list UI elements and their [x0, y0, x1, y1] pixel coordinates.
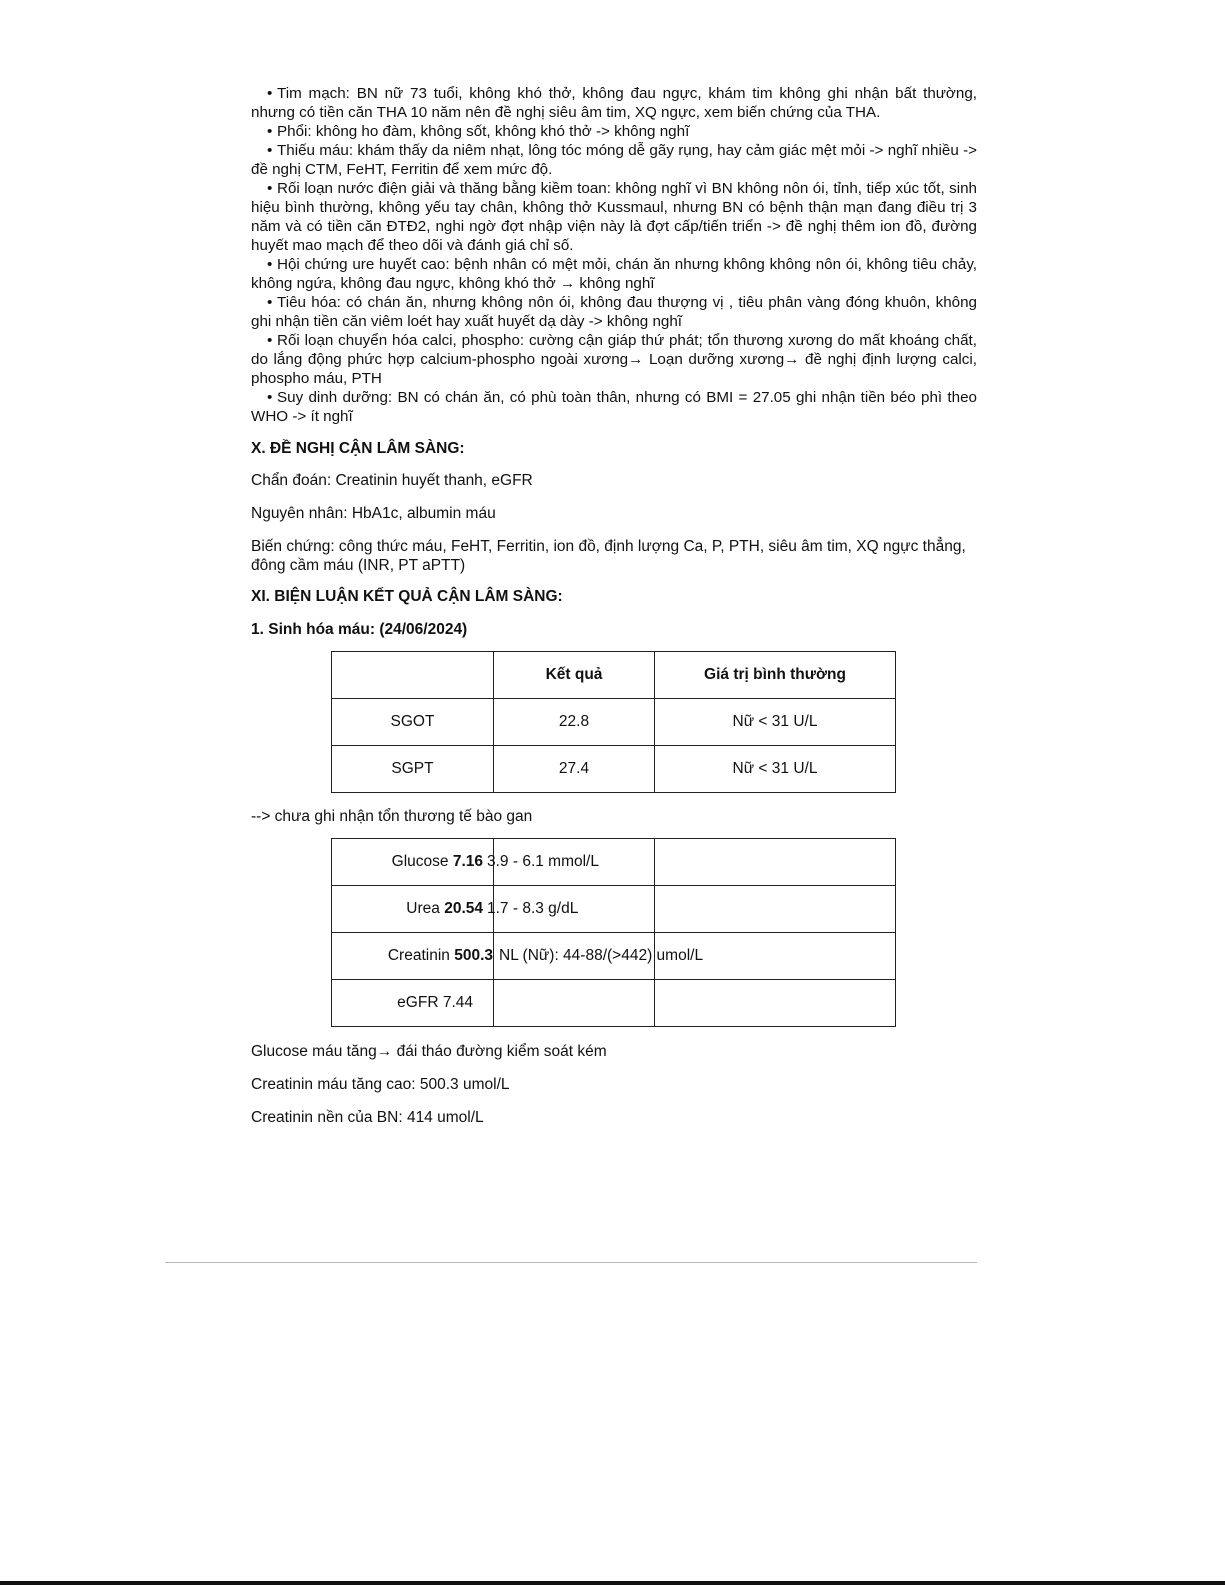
page-footer-divider	[165, 1262, 977, 1263]
page-bottom-edge	[0, 1581, 1225, 1585]
conclusion-line: Creatinin máu tăng cao: 500.3 umol/L	[251, 1076, 510, 1093]
table-header	[332, 652, 494, 699]
cell-content	[332, 933, 704, 979]
table-cell	[655, 980, 896, 1027]
bullet-list	[251, 84, 977, 426]
cell-content	[332, 886, 579, 932]
subsection-title: 1. Sinh hóa máu: (24/06/2024)	[251, 621, 468, 638]
bullet-icon: •	[267, 142, 273, 159]
cell-content	[332, 839, 599, 885]
bullet-icon: •	[267, 389, 273, 406]
table-row	[332, 699, 896, 746]
diagnosis-line: Chẩn đoán: Creatinin huyết thanh, eGFR	[251, 472, 533, 489]
test-name-value: Glucose 7.16 3.9 - 6.1 mmol/L	[391, 853, 599, 870]
test-name-value: Urea 20.54 1.7 - 8.3 g/dL	[406, 900, 579, 917]
list-item: • Tim mạch: BN nữ 73 tuổi, không khó thở, không đau ngực, khám tim không ghi nhận bất thường, nhưng có tiền căn THA 10 năm nên đề nghị siêu âm tim, XQ ngực, xem biến chứng của THA.	[251, 85, 977, 121]
section-xi-title: XI. BIỆN LUẬN KẾT QUẢ CẬN LÂM SÀNG:	[251, 588, 563, 605]
bullet-icon: •	[267, 123, 273, 140]
test-name-value: eGFR 7.44	[397, 994, 473, 1011]
table-cell: 27.4	[494, 746, 655, 793]
renal-table	[331, 838, 896, 1027]
table-row	[332, 746, 896, 793]
table-cell: SGPT	[332, 746, 494, 793]
table-cell: SGOT	[332, 699, 494, 746]
table-row	[332, 980, 896, 1027]
bullet-icon: •	[267, 180, 273, 197]
cause-line: Nguyên nhân: HbA1c, albumin máu	[251, 505, 496, 522]
list-item: • Tiêu hóa: có chán ăn, nhưng không nôn ói, không đau thượng vị , tiêu phân vàng đóng khuôn, không ghi nhận tiền căn viêm loét hay xuất huyết dạ dày -> không nghĩ	[251, 294, 977, 330]
table-row	[332, 933, 896, 980]
conclusion-line: Creatinin nền của BN: 414 umol/L	[251, 1109, 484, 1126]
liver-enzyme-table	[331, 651, 896, 793]
table-cell	[332, 886, 579, 933]
list-item: • Rối loạn nước điện giải và thăng bằng kiềm toan: không nghĩ vì BN không nôn ói, tỉnh, tiếp xúc tốt, sinh hiệu bình thường, không yếu tay chân, không thở Kussmaul, nhưng BN có bệnh thận mạn đang điều trị 3 năm và có tiền căn ĐTĐ2, nghi ngờ đợt nhập viện này là đợt cấp/tiến triển -> đề nghị thêm ion đồ, đường huyết mao mạch để theo dõi và đánh giá chỉ số.	[251, 180, 977, 254]
page-content	[251, 84, 977, 1127]
table-cell: Nữ < 31 U/L	[655, 699, 896, 746]
table-cell: 22.8	[494, 699, 655, 746]
table-header: Giá trị bình thường	[655, 652, 896, 699]
conclusion-line: Glucose máu tăng→ đái tháo đường kiểm soát kém	[251, 1043, 607, 1060]
table-cell: Nữ < 31 U/L	[655, 746, 896, 793]
bullet-icon: •	[267, 85, 273, 102]
table-header-row	[332, 652, 896, 699]
liver-note: --> chưa ghi nhận tổn thương tế bào gan	[251, 808, 533, 825]
complications-line: Biến chứng: công thức máu, FeHT, Ferritin, ion đồ, định lượng Ca, P, PTH, siêu âm tim, XQ ngực thẳng, đông cầm máu (INR, PT aPTT)	[251, 538, 966, 574]
list-item: • Thiếu máu: khám thấy da niêm nhạt, lông tóc móng dễ gãy rụng, hay cảm giác mệt mỏi -> nghĩ nhiều -> đề nghị CTM, FeHT, Ferritin để xem mức độ.	[251, 142, 977, 178]
table-row	[332, 886, 896, 933]
list-item: • Rối loạn chuyển hóa calci, phospho: cường cận giáp thứ phát; tổn thương xương do mất khoáng chất, do lắng động phức hợp calcium-phospho ngoài xương→ Loạn dưỡng xương→ đề nghị định lượng calci, phospho máu, PTH	[251, 332, 977, 387]
bullet-icon: •	[267, 256, 273, 273]
list-item: • Hội chứng ure huyết cao: bệnh nhân có mệt mỏi, chán ăn nhưng không không nôn ói, không tiêu chảy, không ngứa, không đau ngực, không khó thở → không nghĩ	[251, 256, 977, 292]
table-cell	[655, 886, 896, 933]
section-x-title: X. ĐỀ NGHỊ CẬN LÂM SÀNG:	[251, 440, 465, 457]
list-item: • Phổi: không ho đàm, không sốt, không khó thở -> không nghĩ	[267, 123, 690, 140]
test-name-value: Creatinin 500.3 NL (Nữ): 44-88/(>442) umol/L	[387, 947, 704, 964]
table-cell	[655, 839, 896, 886]
table-cell	[332, 980, 494, 1027]
table-cell	[332, 839, 599, 886]
bullet-icon: •	[267, 294, 273, 311]
table-cell	[332, 933, 704, 980]
table-header: Kết quả	[494, 652, 655, 699]
bullet-icon: •	[267, 332, 273, 349]
list-item: • Suy dinh dưỡng: BN có chán ăn, có phù toàn thân, nhưng có BMI = 27.05 ghi nhận tiền béo phì theo WHO -> ít nghĩ	[251, 389, 977, 425]
table-row	[332, 839, 896, 886]
table-cell	[494, 980, 655, 1027]
cell-content	[332, 980, 493, 1026]
